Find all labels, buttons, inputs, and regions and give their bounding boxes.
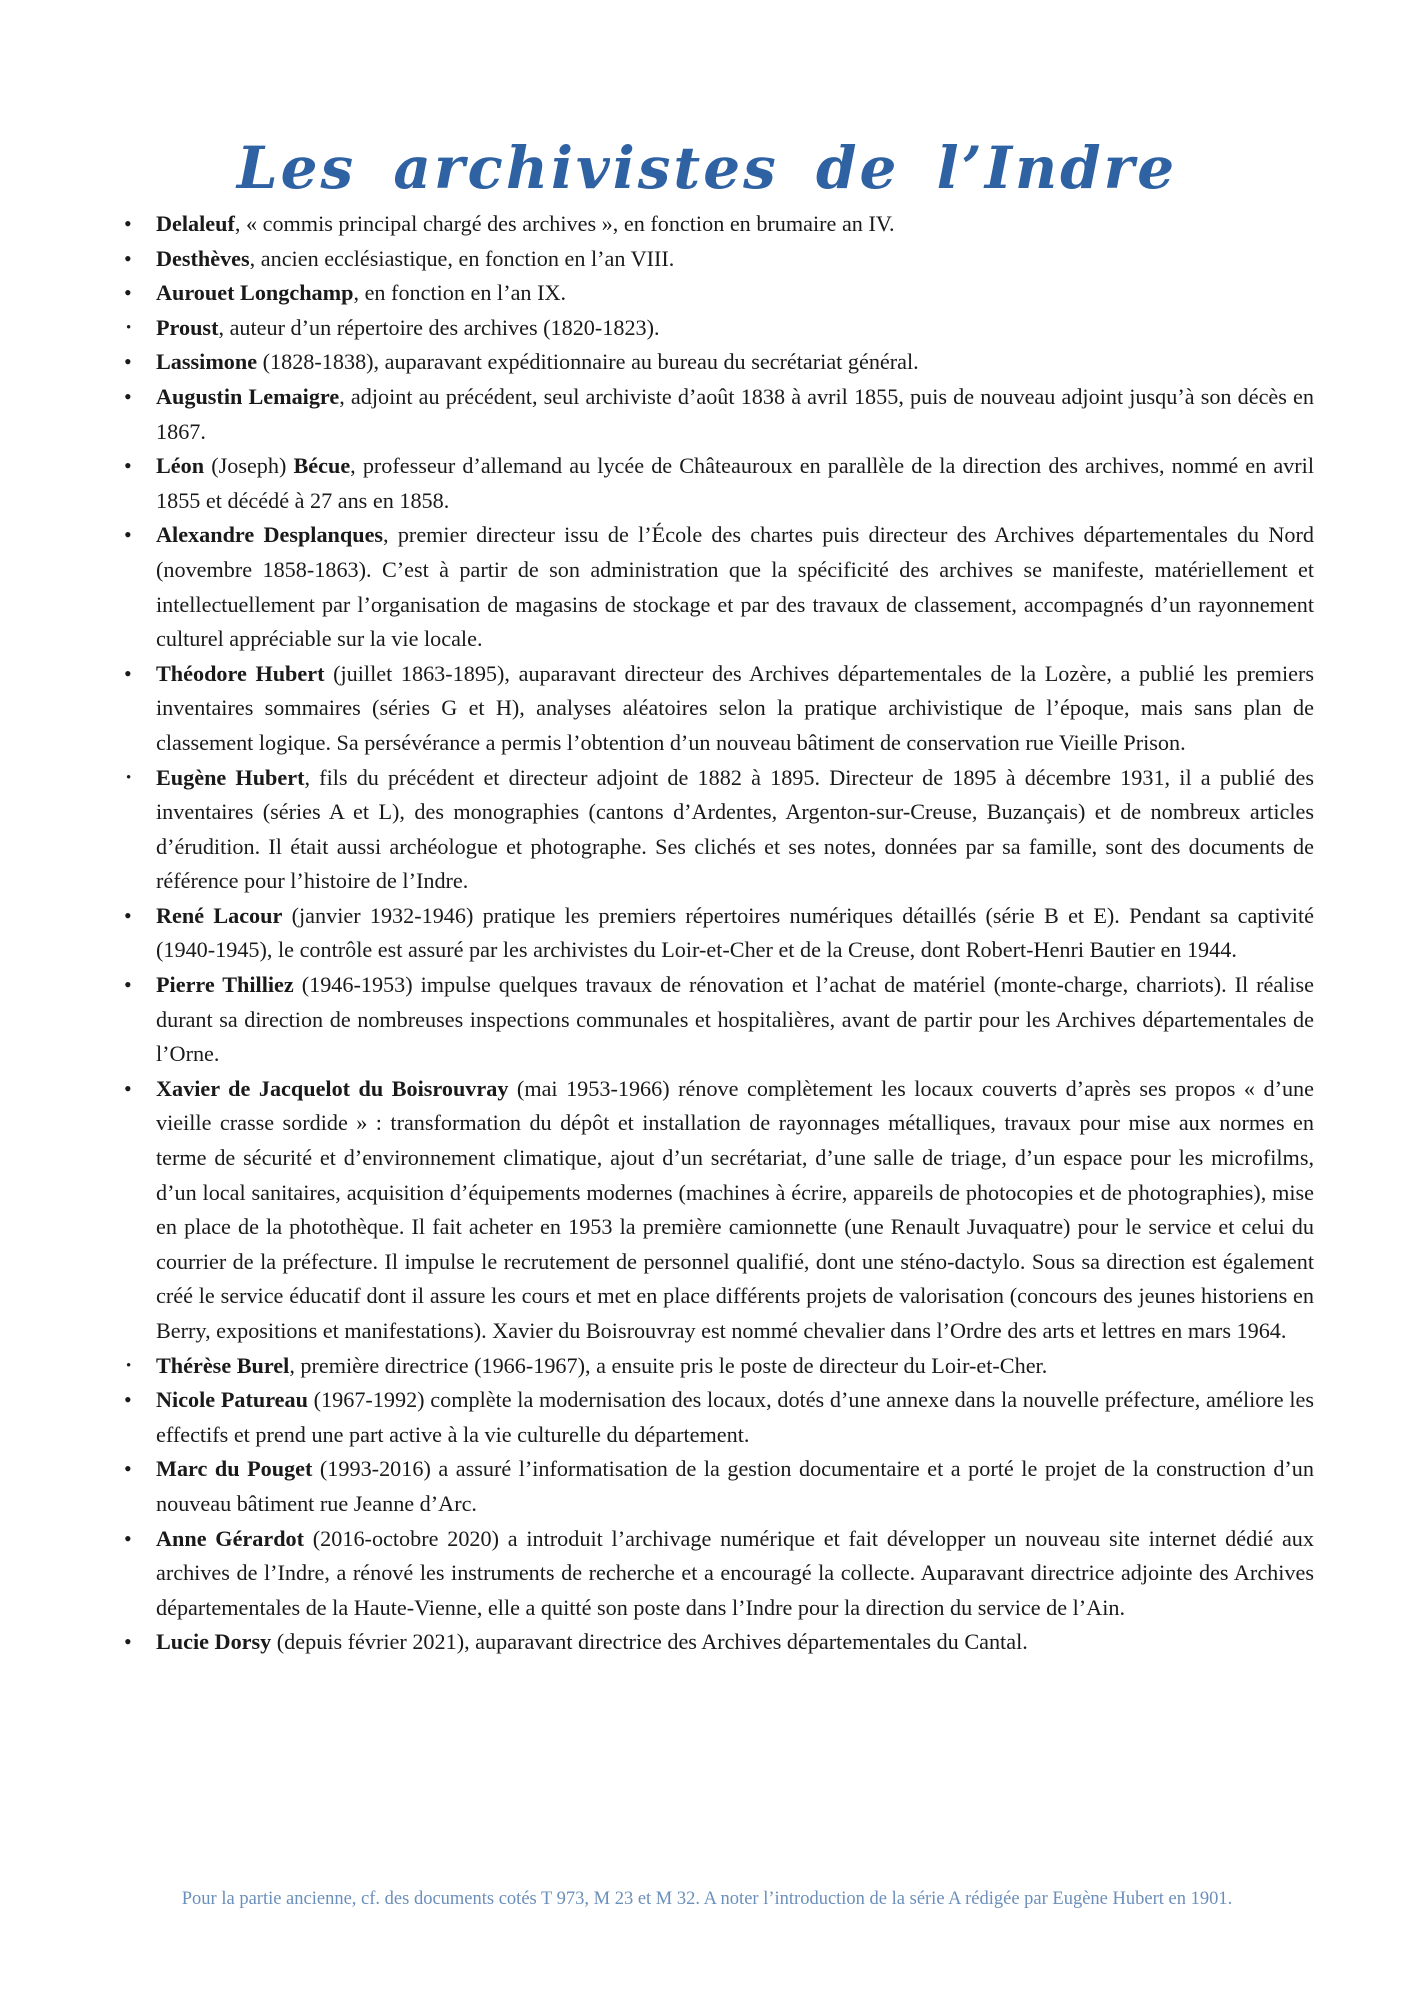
archivist-name: Lucie Dorsy [156,1629,272,1655]
archivist-description: (1967-1992) complète la modernisation des locaux, dotés d’une annexe dans la nouvelle préfecture, améliore les effectifs et prend une part active à la vie culturelle du département. [156,1387,1314,1447]
archivist-description: , « commis principal chargé des archives », en fonction en brumaire an IV. [234,211,895,236]
archivist-description: , professeur d’allemand au lycée de Châteauroux en parallèle de la direction des archives, nommé en avril 1855 et décédé à 27 ans en 1858. [156,453,1314,513]
list-item-lemaigre [118,380,1314,449]
archivist-description: (depuis février 2021), auparavant directrice des Archives départementales du Cantal. [271,1629,1028,1655]
archivist-name: Pierre Thilliez [156,972,294,998]
archivist-name: Desthèves [156,245,250,271]
bullet-icon: • [124,245,132,271]
archivist-description: , fils du précédent et directeur adjoint de 1882 à 1895. Directeur de 1895 à décembre 1931, il a publié des inventaires (séries A et L), des monographies (cantons d’Ardentes, Argenton-sur-Creuse, Buzançais) et de nombreux articles d’érudition. Il était aussi archéologue et photographe. Ses clichés et ses notes, données par sa famille, sont des documents de référence pour l’histoire de l’Indre. [156,764,1314,894]
bullet-icon: • [126,769,132,786]
list-item-longchamp [118,276,1314,311]
bullet-icon: • [124,1629,132,1655]
list-item-theodore-hubert [118,657,1314,761]
archivist-description: , auteur d’un répertoire des archives (1820-1823). [218,314,660,340]
archivist-description: , premier directeur issu de l’École des chartes puis directeur des Archives départementales du Nord (novembre 1858-1863). C’est à partir de son administration que la spécificité des archives se manifeste, matériellement et intellectuellement par l’organisation de magasins de stockage et par des travaux de classement, accompagnés d’un rayonnement culturel appréciable sur la vie locale. [156,522,1314,652]
archivist-surname: Bécue [293,453,351,479]
list-item-patureau [118,1383,1314,1452]
list-item-delaleuf [118,207,1314,242]
archivist-name: Delaleuf [156,211,235,236]
list-item-becue [118,449,1314,518]
archivist-name: Augustin Lemaigre [156,383,340,409]
archivist-name: René Lacour [156,902,283,928]
bullet-icon: • [124,1456,132,1482]
bullet-icon: • [124,383,132,409]
archivist-description: , première directrice (1966-1967), a ensuite pris le poste de directeur du Loir-et-Cher. [289,1352,1048,1378]
bullet-icon: • [124,522,132,548]
list-item-desthèves [118,242,1314,277]
archivist-name-extra: (Joseph) [204,453,294,479]
list-item-thilliez [118,968,1314,1072]
list-item-lassimone [118,345,1314,380]
list-item-lacour [118,899,1314,968]
archivists-list [118,207,1314,1660]
archivist-name: Aurouet Longchamp [156,280,354,306]
archivist-name: Anne Gérardot [156,1525,305,1551]
list-item-pouget [118,1452,1314,1521]
bullet-icon: • [124,280,132,306]
footer-note: Pour la partie ancienne, cf. des documents cotés T 973, M 23 et M 32. A noter l’introduction de la série A rédigée par Eugène Hubert en 1901. [181,1888,1233,1909]
bullet-icon: • [126,319,132,336]
archivist-description: (2016-octobre 2020) a introduit l’archivage numérique et fait développer un nouveau site internet dédié aux archives de l’Indre, a rénové les instruments de recherche et a encouragé la collecte. Auparavant directrice adjointe des Archives départementales de la Haute-Vienne, elle a quitté son poste dans l’Indre pour la direction du service de l’Ain. [156,1525,1314,1620]
list-item-dorsy [118,1625,1314,1660]
archivist-description: , en fonction en l’an IX. [353,280,567,306]
page-title: Les archivistes de l’Indre [236,133,1178,202]
archivist-description: (1828-1838), auparavant expéditionnaire au bureau du secrétariat général. [257,349,919,375]
archivist-name: Nicole Patureau [156,1387,308,1413]
bullet-icon: • [124,1525,132,1551]
archivist-name: Lassimone [156,349,258,375]
archivist-description: , ancien ecclésiastique, en fonction en l’an VIII. [249,245,675,271]
archivist-description: (mai 1953-1966) rénove complètement les locaux couverts d’après ses propos « d’une vieille crasse sordide » : transformation du dépôt et installation de rayonnages métalliques, travaux pour mise aux normes en terme de sécurité et d’environnement climatique, ajout d’un secrétariat, d’une salle de triage, d’un espace pour les microfilms, d’un local sanitaires, acquisition d’équipements modernes (machines à écrire, appareils de photocopies et de photographies), mise en place de la photothèque. Il fait acheter en 1953 la première camionnette (une Renault Juvaquatre) pour le service et celui du courrier de la préfecture. Il impulse le recrutement de personnel qualifié, dont une sténo-dactylo. Sous sa direction est également créé le service éducatif dont il assure les cours et met en place différents projets de valorisation (concours des jeunes historiens en Berry, expositions et manifestations). Xavier du Boisrouvray est nommé chevalier dans l’Ordre des arts et lettres en mars 1964. [156,1075,1314,1343]
archivist-name: Xavier de Jacquelot du Boisrouvray [156,1075,509,1101]
bullet-icon: • [124,660,132,686]
archivist-name: Marc du Pouget [156,1456,313,1482]
bullet-icon: • [124,972,132,998]
bullet-icon: • [124,453,132,479]
archivist-name: Léon [156,453,205,479]
bullet-icon: • [124,902,132,928]
list-item-boisrouvray [118,1072,1314,1349]
bullet-icon: • [124,349,132,375]
bullet-icon: • [124,211,132,236]
archivist-description: , adjoint au précédent, seul archiviste d’août 1838 à avril 1855, puis de nouveau adjoint jusqu’à son décès en 1867. [156,383,1314,444]
archivist-name: Thérèse Burel [156,1352,290,1378]
archivist-description: (1993-2016) a assuré l’informatisation de la gestion documentaire et a porté le projet de la construction d’un nouveau bâtiment rue Jeanne d’Arc. [156,1456,1314,1516]
archivist-name: Proust [156,314,219,340]
bullet-icon: • [124,1387,132,1413]
list-item-burel [118,1349,1314,1384]
list-item-gerardot [118,1522,1314,1626]
archivist-description: (1946-1953) impulse quelques travaux de rénovation et l’achat de matériel (monte-charge, charriots). Il réalise durant sa direction de nombreuses inspections communales et hospitalières, avant de partir pour les Archives départementales de l’Orne. [156,972,1314,1067]
list-item-proust [118,311,1314,346]
archivist-name: Alexandre Desplanques [156,522,384,548]
archivist-name: Théodore Hubert [156,660,325,686]
archivist-description: (janvier 1932-1946) pratique les premiers répertoires numériques détaillés (série B et E). Pendant sa captivité (1940-1945), le contrôle est assuré par les archivistes du Loir-et-Cher et de la Creuse, dont Robert-Henri Bautier en 1944. [156,902,1314,963]
bullet-icon: • [126,1357,132,1374]
list-item-eugene-hubert [118,761,1314,899]
bullet-icon: • [124,1075,132,1101]
archivist-description: (juillet 1863-1895), auparavant directeur des Archives départementales de la Lozère, a publié les premiers inventaires sommaires (séries G et H), analyses aléatoires selon la pratique archivistique de l’époque, mais sans plan de classement logique. Sa persévérance a permis l’obtention d’un nouveau bâtiment de conservation rue Vieille Prison. [156,660,1314,755]
list-item-desplanques [118,518,1314,656]
archivist-name: Eugène Hubert [156,764,305,790]
